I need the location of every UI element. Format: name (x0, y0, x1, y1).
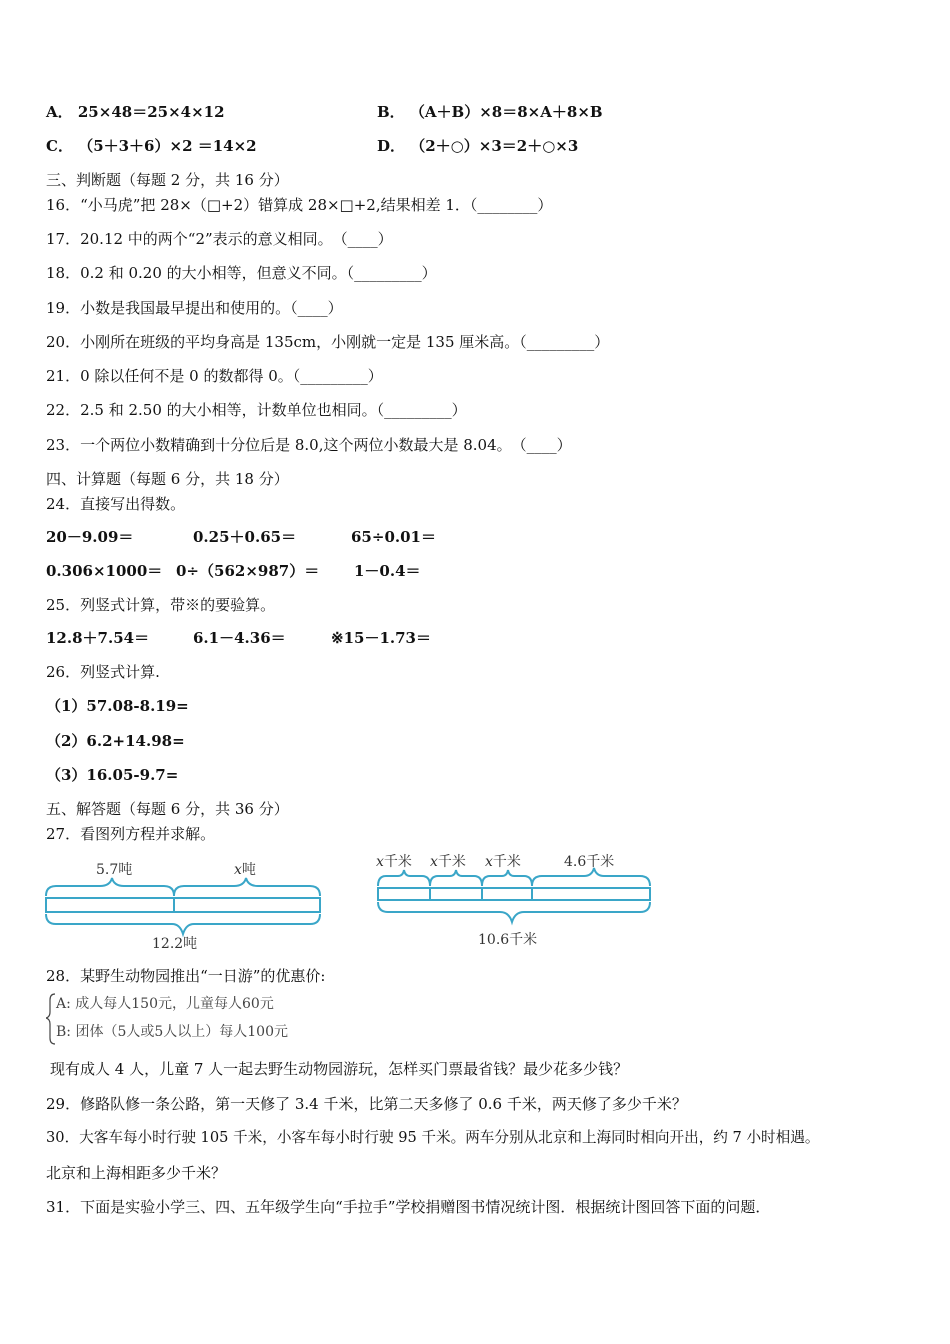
option-a-text: 25×48＝25×4×12 (77, 103, 225, 121)
question-28-prompt: 现有成人 4 人，儿童 7 人一起去野生动物园游玩，怎样买门票最省钱？最少花多少钱？ (50, 1060, 629, 1078)
diagram1-right-label: x吨 (234, 862, 256, 878)
calc-item: 20－9.09＝ (46, 528, 134, 546)
option-c-label: C． (46, 137, 73, 155)
question-16: 16．“小马虎”把 28×（□+2）错算成 28×□+2,结果相差 1．（________） (46, 196, 553, 214)
question-28: 28．某野生动物园推出“一日游”的优惠价: (46, 967, 326, 985)
segment-label-4: 4.6千米 (564, 854, 615, 870)
question-30-continued: 北京和上海相距多少千米？ (46, 1164, 227, 1182)
question-18: 18．0.2 和 0.20 的大小相等，但意义不同。（_________） (46, 264, 437, 282)
question-27: 27．看图列方程并求解。 (46, 825, 216, 843)
vertical-calc-item: 12.8＋7.54＝ (46, 629, 150, 647)
vertical-calc-item: （3）16.05-9.7= (46, 766, 179, 784)
question-26: 26．列竖式计算. (46, 663, 160, 681)
line-diagram-km (372, 850, 662, 959)
option-b-text: （A＋B）×8＝8×A＋8×B (409, 103, 603, 121)
brace-segment-1 (378, 870, 430, 886)
diagram2-total-label: 10.6千米 (478, 932, 538, 948)
bar-outline (378, 888, 650, 900)
option-a-label: A． (46, 103, 73, 121)
question-20: 20．小刚所在班级的平均身高是 135cm，小刚就一定是 135 厘米高。（_________） (46, 333, 610, 351)
brace-top-right (174, 878, 320, 896)
question-29: 29．修路队修一条公路，第一天修了 3.4 千米，比第二天多修了 0.6 千米，两天修了多少千米？ (46, 1095, 687, 1113)
offer-a: A: 成人每人150元，儿童每人60元 (56, 996, 274, 1012)
question-23: 23．一个两位小数精确到十分位后是 8.0,这个两位小数最大是 8.04。 （____） (46, 436, 572, 454)
calc-item: 65÷0.01＝ (351, 528, 436, 546)
calc-item: 0.306×1000＝ (46, 562, 163, 580)
brace-top-left (46, 878, 174, 896)
calc-item: 1－0.4＝ (354, 562, 421, 580)
option-d-label: D． (377, 137, 406, 155)
option-c (46, 136, 257, 156)
brace-bottom (378, 902, 650, 922)
option-a (46, 102, 225, 122)
question-30: 30．大客车每小时行驶 105 千米，小客车每小时行驶 95 千米。两车分别从北京和上海同时相向开出，约 7 小时相遇。 (46, 1129, 820, 1146)
question-24: 24．直接写出得数。 (46, 495, 186, 513)
vertical-calc-item: （1）57.08-8.19= (46, 697, 189, 715)
offer-b: B: 团体（5人或5人以上）每人100元 (56, 1024, 288, 1040)
question-22: 22．2.5 和 2.50 的大小相等，计数单位也相同。（_________） (46, 401, 467, 419)
option-b (377, 102, 603, 122)
brace-segment-3 (482, 870, 532, 886)
section-4-title: 四、计算题（每题 6 分，共 18 分） (46, 470, 289, 488)
calc-item: 0÷（562×987）＝ (176, 562, 320, 580)
option-d-text: （2＋○）×3＝2＋○×3 (410, 137, 579, 155)
section-3-title: 三、判断题（每题 2 分，共 16 分） (46, 171, 289, 189)
brace-bottom (46, 914, 320, 934)
segment-label-2: x千米 (430, 854, 466, 870)
diagram1-left-label: 5.7吨 (96, 862, 133, 878)
vertical-calc-item: 6.1－4.36＝ (193, 629, 286, 647)
diagram1-total-label: 12.2吨 (152, 936, 198, 952)
brace-segment-4 (532, 868, 650, 886)
bar-outline (46, 898, 320, 912)
question-21: 21．0 除以任何不是 0 的数都得 0。（_________） (46, 367, 383, 385)
option-c-text: （5＋3＋6）×2 ＝14×2 (78, 137, 257, 155)
section-5-title: 五、解答题（每题 6 分，共 36 分） (46, 800, 289, 818)
vertical-calc-item: （2）6.2+14.98= (46, 732, 185, 750)
option-d (377, 136, 578, 156)
question-25: 25．列竖式计算，带※的要验算。 (46, 596, 276, 614)
segment-label-3: x千米 (485, 854, 521, 870)
question-31: 31．下面是实验小学三、四、五年级学生向“手拉手”学校捐赠图书情况统计图．根据统计图回答下面的问题． (46, 1198, 771, 1216)
option-b-label: B． (377, 103, 405, 121)
brace-segment-2 (430, 870, 482, 886)
curly-brace (46, 994, 55, 1044)
question-17: 17．20.12 中的两个“2”表示的意义相同。 （____） (46, 230, 393, 248)
line-diagram-tons (40, 850, 330, 959)
calc-item: 0.25＋0.65＝ (193, 528, 297, 546)
question-19: 19．小数是我国最早提出和使用的。（____） (46, 299, 343, 317)
vertical-calc-item: ※15－1.73＝ (331, 629, 431, 647)
segment-label-1: x千米 (376, 854, 412, 870)
